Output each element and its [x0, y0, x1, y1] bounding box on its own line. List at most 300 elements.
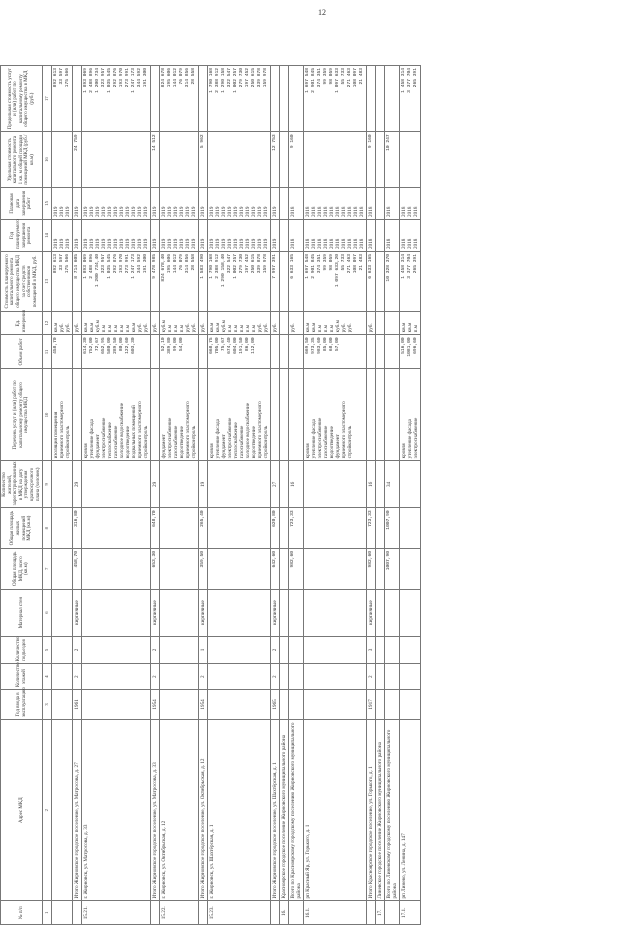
row-limit-cost: 1 893 069 2 488 896 1 200 734 323 957 1 035 545 292 876 193 970 273 991 1 247 173 344 592 191 300: [82, 66, 151, 132]
row-unit: руб.: [199, 311, 208, 335]
row-specific-cost: 9 160: [367, 132, 376, 188]
table-row: [280, 66, 289, 925]
table-row: [376, 66, 385, 925]
row-unit: руб.: [151, 311, 160, 335]
row-specific-cost: [280, 132, 289, 188]
row-planned-date: 2019 2019 2019 2019 2019 2019: [160, 187, 199, 219]
row-specific-cost: 10 247: [385, 132, 400, 188]
row-number: [199, 901, 208, 925]
column-index-cell: 1: [43, 901, 52, 925]
row-unit: кв.м кв.м п.м п.м п.м куб.м руб. руб.: [304, 311, 367, 335]
row-cost: 8 714 605: [73, 251, 82, 311]
column-header: Количество подъездов: [1, 636, 43, 664]
column-index-cell: 13: [43, 251, 52, 311]
row-walls: кирпичные: [151, 589, 160, 636]
row-completion-year: 2018 2018 2018 2018 2018 2018 2018 2018 2018 2018: [304, 219, 367, 251]
row-entrances: [289, 636, 304, 664]
row-residents: 29: [73, 461, 82, 508]
row-area: [160, 548, 199, 589]
row-cost: [280, 251, 289, 311]
row-walls: [400, 589, 421, 636]
row-area: [82, 548, 151, 589]
row-planned-date: 2019 2019 2019 2019 2019 2019 2019 2019 2019 2019 2019: [82, 187, 151, 219]
row-year: [82, 689, 151, 719]
row-address: Итого Жирновское городское поселение, ул. Шахтёрская, д. 1: [271, 719, 280, 901]
row-floors: 2: [271, 664, 280, 690]
row-entrances: 1: [199, 636, 208, 664]
table-body: [52, 66, 421, 925]
row-planned-date: 2019 2019 2019: [52, 187, 73, 219]
row-planned-date: 2018 2018 2018: [400, 187, 421, 219]
table-row: [73, 66, 82, 925]
row-specific-cost: 14 512: [151, 132, 160, 188]
row-limit-cost: 1 790 168 2 388 912 1 290 158 322 547 1 002 257 279 730 197 452 250 615 339 878 159 978: [208, 66, 271, 132]
row-unit: кв.м кв.м куб.м п.м п.м п.м п.м п.м кв.м руб. руб.: [82, 311, 151, 335]
row-number: [151, 901, 160, 925]
row-unit: руб.: [367, 311, 376, 335]
row-unit: кв.м кв.м куб.м п.м п.м п.м п.м п.м руб. руб.: [208, 311, 271, 335]
row-volume: [376, 335, 385, 369]
row-floors: [52, 664, 73, 690]
row-residents: [160, 461, 199, 508]
row-floors: [280, 664, 289, 690]
row-year: 1954: [151, 689, 160, 719]
row-number: [73, 901, 82, 925]
row-specific-cost: [82, 132, 151, 188]
row-walls: кирпичные: [367, 589, 376, 636]
row-number: [385, 901, 400, 925]
row-area: 359,50: [199, 548, 208, 589]
row-number: 15.23.: [208, 901, 271, 925]
row-cost: [376, 251, 385, 311]
column-index-cell: 2: [43, 719, 52, 901]
column-header: Стоимость планируемого капитального ремонта общего имущества МКД за счет средств собственников помещений в МКД, руб.: [1, 251, 43, 311]
rotated-sheet: [0, 45, 520, 925]
row-completion-year: 2019 2019 2019: [52, 219, 73, 251]
row-floors: [208, 664, 271, 690]
row-unit: [280, 311, 289, 335]
row-specific-cost: [52, 132, 73, 188]
row-address: Всего по Красноярскому городскому поселению Жирновского муниципального района: [289, 719, 304, 901]
row-area: 653,30: [151, 548, 160, 589]
table-row: [367, 66, 376, 925]
row-year: [208, 689, 271, 719]
column-header: Ед. измерения: [1, 311, 43, 335]
row-living-area: [304, 508, 367, 549]
column-index-cell: 17: [43, 66, 52, 132]
row-residents: [304, 461, 367, 508]
row-limit-cost: [367, 66, 376, 132]
row-residents: 16: [367, 461, 376, 508]
row-unit: руб.: [271, 311, 280, 335]
row-year: [385, 689, 400, 719]
column-header: Год планируемого завершения ремонта: [1, 219, 43, 251]
row-unit: руб.: [289, 311, 304, 335]
row-living-area: [280, 508, 289, 549]
row-cost: 824 678,40 195 606 144 012 76 079 314 856 28 558: [160, 251, 199, 311]
row-floors: [289, 664, 304, 690]
row-entrances: [280, 636, 289, 664]
header-row: [1, 66, 43, 925]
row-residents: 34: [385, 461, 400, 508]
row-walls: кирпичные: [271, 589, 280, 636]
column-index-cell: 3: [43, 689, 52, 719]
row-entrances: [160, 636, 199, 664]
row-entrances: 2: [271, 636, 280, 664]
row-floors: 2: [199, 664, 208, 690]
row-living-area: [400, 508, 421, 549]
row-completion-year: 2019: [271, 219, 280, 251]
column-index-cell: 11: [43, 335, 52, 369]
row-walls: [160, 589, 199, 636]
page-number: 12: [318, 8, 326, 17]
row-planned-date: 2019: [73, 187, 82, 219]
column-index-cell: 14: [43, 219, 52, 251]
row-limit-cost: 1 697 548 2 901 845 374 351 99 359 98 059 1 097 633 55 733 271 463 108 097 21 483: [304, 66, 367, 132]
row-limit-cost: [376, 66, 385, 132]
row-completion-year: 2018: [289, 219, 304, 251]
row-residents: 29: [151, 461, 160, 508]
column-header: Количество жителей, зарегистрированных в МКД на дату утверждения краткосрочного плана (человек): [1, 461, 43, 508]
row-walls: кирпичные: [73, 589, 82, 636]
row-area: [400, 548, 421, 589]
row-volume: 52,10 389,80 99,00 54,00: [160, 335, 199, 369]
row-planned-date: 2018: [367, 187, 376, 219]
row-floors: 2: [151, 664, 160, 690]
row-cost: 9 478 985: [151, 251, 160, 311]
row-specific-cost: 9 160: [289, 132, 304, 188]
row-residents: [400, 461, 421, 508]
row-year: [280, 689, 289, 719]
row-limit-cost: [73, 66, 82, 132]
row-limit-cost: [271, 66, 280, 132]
table-row: [271, 66, 280, 925]
row-cost: 1 893 069 2 488 896 1 200 734,40 323 957 1 035 545 292 876 193 970 273 991 1 247 173 344 592 191 300: [82, 251, 151, 311]
row-address: рп Линево, ул. Ленина, д. 147: [400, 719, 421, 901]
column-header: Плановая дата завершения работ: [1, 187, 43, 219]
column-index-cell: 7: [43, 548, 52, 589]
table-row: [385, 66, 400, 925]
row-address: Красноярское городское поселение Жирновского муниципального района: [280, 719, 289, 901]
row-specific-cost: 12 753: [271, 132, 280, 188]
row-planned-date: 2018: [289, 187, 304, 219]
row-address: Итого Красноярское городское поселение, ул. Горького, д. 1: [367, 719, 376, 901]
row-specific-cost: 5 962: [199, 132, 208, 188]
row-number: 17.: [376, 901, 385, 925]
column-index-cell: 8: [43, 508, 52, 549]
row-entrances: [82, 636, 151, 664]
row-completion-year: 2019: [151, 219, 160, 251]
row-walls: [289, 589, 304, 636]
row-works: [271, 369, 280, 461]
row-year: 1917: [367, 689, 376, 719]
row-area: 982,60: [289, 548, 304, 589]
row-number: 16.: [280, 901, 289, 925]
row-unit: куб.м п.м п.м п.м руб. руб.: [160, 311, 199, 335]
row-entrances: 2: [151, 636, 160, 664]
row-walls: [52, 589, 73, 636]
row-volume: [199, 335, 208, 369]
row-residents: 19: [199, 461, 208, 508]
row-specific-cost: [400, 132, 421, 188]
row-planned-date: 2019: [271, 187, 280, 219]
row-living-area: 620,80: [271, 508, 280, 549]
row-address: рп Красный Яр, ул. Горького, д. 1: [304, 719, 367, 901]
row-living-area: [376, 508, 385, 549]
row-completion-year: 2018 2018 2018: [400, 219, 421, 251]
row-cost: 7 997 391: [271, 251, 280, 311]
row-works: [289, 369, 304, 461]
row-floors: [304, 664, 367, 690]
row-year: 1961: [73, 689, 82, 719]
row-floors: [160, 664, 199, 690]
row-walls: [376, 589, 385, 636]
row-unit: руб.: [73, 311, 82, 335]
row-year: [160, 689, 199, 719]
row-living-area: 723,33: [367, 508, 376, 549]
table-row: [160, 66, 199, 925]
row-residents: [52, 461, 73, 508]
row-walls: [208, 589, 271, 636]
row-volume: [271, 335, 280, 369]
row-living-area: 265,40: [199, 508, 208, 549]
column-index-cell: 15: [43, 187, 52, 219]
column-index-cell: 9: [43, 461, 52, 508]
row-address: г. Жирновск, ул. Шахтёрская, д. 1: [208, 719, 271, 901]
row-year: [376, 689, 385, 719]
row-number: 17.1.: [400, 901, 421, 925]
column-header: Год ввода в эксплуатацию: [1, 689, 43, 719]
row-living-area: 723,33: [289, 508, 304, 549]
sheet-inner: [0, 45, 520, 925]
table-row: [289, 66, 304, 925]
row-residents: 27: [271, 461, 280, 508]
row-limit-cost: [199, 66, 208, 132]
column-header: Удельная стоимость капитального ремонта 1 кв. м общей площади помещений МКД (руб./кв.м): [1, 132, 43, 188]
row-limit-cost: [385, 66, 400, 132]
row-year: [289, 689, 304, 719]
row-number: [52, 901, 73, 925]
row-number: [367, 901, 376, 925]
row-limit-cost: [280, 66, 289, 132]
row-year: [400, 689, 421, 719]
row-cost: 1 790 168 2 388 912 1 290 158,40 322 547 1 002 257 279 730 197 452 250 615 339 878 159 978: [208, 251, 271, 311]
row-volume: [289, 335, 304, 369]
row-entrances: 3: [367, 636, 376, 664]
row-specific-cost: 24 759: [73, 132, 82, 188]
row-volume: [280, 335, 289, 369]
row-limit-cost: 1 458 314 3 377 704 265 391: [400, 66, 421, 132]
row-residents: 16: [289, 461, 304, 508]
row-living-area: 316,80: [73, 508, 82, 549]
table-row: [82, 66, 151, 925]
row-number: 15.22.: [160, 901, 199, 925]
row-area: [304, 548, 367, 589]
row-cost: 892 613 33 597 175 566: [52, 251, 73, 311]
row-specific-cost: [208, 132, 271, 188]
row-specific-cost: [376, 132, 385, 188]
row-completion-year: 2018: [385, 219, 400, 251]
table-row: [304, 66, 367, 925]
row-limit-cost: 824 678 195 606 144 012 76 079 314 856 28 558: [160, 66, 199, 132]
row-area: 982,60: [367, 548, 376, 589]
column-header: Адрес МКД: [1, 719, 43, 901]
row-unit: кв.м кв.м п.м: [400, 311, 421, 335]
row-works: [199, 369, 208, 461]
row-limit-cost: [151, 66, 160, 132]
row-works: [385, 369, 400, 461]
table-row: [151, 66, 160, 925]
row-number: 15.21.: [82, 901, 151, 925]
row-limit-cost: 892 613 33 597 175 566: [52, 66, 73, 132]
table-row: [400, 66, 421, 925]
column-header: Предельная стоимость услуг и (или) работ по капитальному ремонту общего имущества в МКД (руб.): [1, 66, 43, 132]
row-planned-date: 2018 2018 2018 2018 2018 2018 2018 2018 2018 2018: [304, 187, 367, 219]
row-works: [151, 369, 160, 461]
row-cost: 1 697 548 2 901 845 374 351 99 359 98 059 1 097 633,20 55 733 271 463 108 097 21 483: [304, 251, 367, 311]
row-address: Итого Жирновское городское поселение, ул. Октябрьская, д. 12: [199, 719, 208, 901]
row-works: фундамент электроснабжение газоснабжение водоотведение приемного эластомерного стройконтроль: [160, 369, 199, 461]
row-number: [289, 901, 304, 925]
row-address: [52, 719, 73, 901]
row-volume: 458,70: [52, 335, 73, 369]
row-area: 458,70: [73, 548, 82, 589]
row-entrances: 2: [73, 636, 82, 664]
row-year: 1954: [199, 689, 208, 719]
row-planned-date: 2019: [151, 187, 160, 219]
row-entrances: [376, 636, 385, 664]
column-header: Объем работ: [1, 335, 43, 369]
row-completion-year: 2019: [199, 219, 208, 251]
row-works: кровля утепление фасада фундамент электроснабжение теплоснабжение газоснабжение холодное водоснабжение водоотведение приемного эластомерного стройконтроль: [208, 369, 271, 461]
column-header: Общая площадь жилых помещений МКД (кв.м): [1, 508, 43, 549]
row-residents: [82, 461, 151, 508]
row-area: [280, 548, 289, 589]
row-residents: [280, 461, 289, 508]
column-index-cell: 10: [43, 369, 52, 461]
column-index-cell: 16: [43, 132, 52, 188]
table-row: [208, 66, 271, 925]
row-area: [52, 548, 73, 589]
row-number: 16.1.: [304, 901, 367, 925]
row-cost: 6 633 165: [367, 251, 376, 311]
row-unit: кв.м руб. руб.: [52, 311, 73, 335]
row-planned-date: [376, 187, 385, 219]
row-planned-date: 2019: [199, 187, 208, 219]
row-cost: 6 633 165: [289, 251, 304, 311]
row-living-area: 648,70: [151, 508, 160, 549]
row-specific-cost: [160, 132, 199, 188]
row-walls: [82, 589, 151, 636]
row-completion-year: [376, 219, 385, 251]
row-walls: [280, 589, 289, 636]
row-volume: 668,75 705,00 75,67 674,40 604,00 191,50 86,00 112,00: [208, 335, 271, 369]
row-address: г. Жирновск, ул. Октябрьская, д. 12: [160, 719, 199, 901]
row-works: [367, 369, 376, 461]
row-living-area: 1007,90: [385, 508, 400, 549]
row-living-area: [160, 508, 199, 549]
row-area: [376, 548, 385, 589]
row-works: [73, 369, 82, 461]
row-address: Всего по Линевскому городскому поселению Жирновского муниципального района: [385, 719, 400, 901]
row-floors: 2: [73, 664, 82, 690]
row-year: 1965: [271, 689, 280, 719]
row-living-area: [82, 508, 151, 549]
row-address: г. Жирновск, ул. Матросова, д. 33: [82, 719, 151, 901]
row-works: изоляция помещения приемного эластомерного стройконтроль: [52, 369, 73, 461]
row-entrances: [52, 636, 73, 664]
row-works: кровля утепление фасада электроснабжение газоснабжение водоотведение фундамент приемного эластомерного стройконтроль: [304, 369, 367, 461]
row-area: 1007,90: [385, 548, 400, 589]
row-residents: [208, 461, 271, 508]
row-entrances: [400, 636, 421, 664]
row-volume: [73, 335, 82, 369]
row-completion-year: [280, 219, 289, 251]
row-unit: [376, 311, 385, 335]
row-walls: [304, 589, 367, 636]
row-entrances: [208, 636, 271, 664]
column-index-cell: 12: [43, 311, 52, 335]
column-index-cell: 5: [43, 636, 52, 664]
row-completion-year: 2018: [367, 219, 376, 251]
column-header: Общая площадь МКД, всего (кв.м): [1, 548, 43, 589]
row-limit-cost: [289, 66, 304, 132]
column-header: Материал стен: [1, 589, 43, 636]
row-floors: [376, 664, 385, 690]
row-cost: 10 328 370: [385, 251, 400, 311]
row-volume: 516,00 1081,00 696,60: [400, 335, 421, 369]
row-completion-year: 2019 2019 2019 2019 2019 2019: [160, 219, 199, 251]
row-year: [52, 689, 73, 719]
row-completion-year: 2019 2019 2019 2019 2019 2019 2019 2019 2019 2019: [208, 219, 271, 251]
row-address: Линевское городское поселение Жирновского муниципального района: [376, 719, 385, 901]
row-year: [304, 689, 367, 719]
row-floors: [400, 664, 421, 690]
row-completion-year: 2019 2019 2019 2019 2019 2019 2019 2019 2019 2019 2019: [82, 219, 151, 251]
column-header: Перечень услуг и (или) работ по капитальному ремонту общего имущества МКД: [1, 369, 43, 461]
row-specific-cost: [304, 132, 367, 188]
row-works: [376, 369, 385, 461]
row-unit: [385, 311, 400, 335]
row-walls: кирпичные: [199, 589, 208, 636]
capital-repair-table: [0, 65, 421, 925]
column-header: № п/п: [1, 901, 43, 925]
row-cost: 1 458 314 3 377 704 265 391: [400, 251, 421, 311]
column-header: Количество этажей: [1, 664, 43, 690]
row-planned-date: [280, 187, 289, 219]
row-volume: [385, 335, 400, 369]
row-works: кровля утепление фасада электроснабжение: [400, 369, 421, 461]
row-completion-year: 2019: [73, 219, 82, 251]
row-floors: [82, 664, 151, 690]
row-area: [208, 548, 271, 589]
row-walls: [385, 589, 400, 636]
row-works: [280, 369, 289, 461]
row-number: [271, 901, 280, 925]
row-floors: 2: [367, 664, 376, 690]
row-floors: [385, 664, 400, 690]
row-volume: [151, 335, 160, 369]
row-cost: 1 583 490: [199, 251, 208, 311]
row-living-area: [52, 508, 73, 549]
row-address: Итого Жирновское городское поселение, ул. Матросова, д. 27: [73, 719, 82, 901]
column-index-cell: 6: [43, 589, 52, 636]
row-entrances: [304, 636, 367, 664]
row-residents: [376, 461, 385, 508]
column-index-cell: 4: [43, 664, 52, 690]
row-address: Итого Жирновское городское поселение, ул. Матросова, д. 33: [151, 719, 160, 901]
row-planned-date: 2018: [385, 187, 400, 219]
